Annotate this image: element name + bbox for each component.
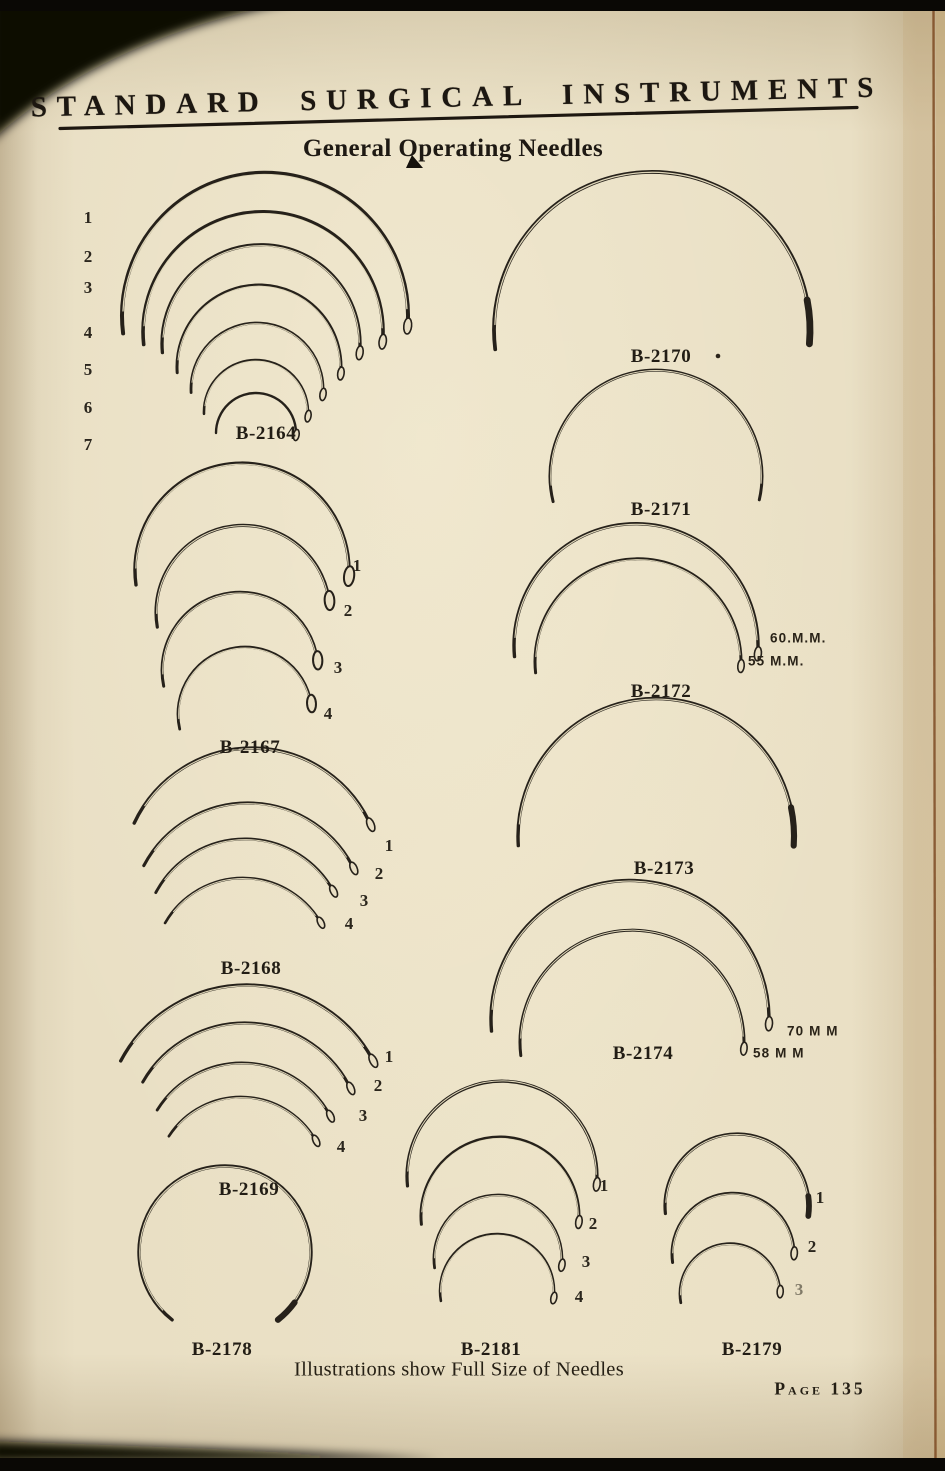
needle-B-2167 — [178, 647, 316, 729]
group-code-b2168: B-2168 — [220, 958, 282, 979]
item-number: 6 — [83, 398, 93, 417]
item-number: 4 — [83, 323, 93, 342]
needle-eye — [791, 1247, 798, 1260]
needle-eye — [765, 1016, 773, 1031]
needle-B-2169 — [121, 985, 380, 1069]
item-number: 2 — [807, 1237, 817, 1256]
needle-eye — [355, 345, 364, 360]
needle-eye — [307, 694, 317, 712]
item-number: 2 — [588, 1214, 598, 1233]
needle-B-2172 — [514, 524, 762, 662]
needle-B-2168 — [156, 839, 339, 898]
group-code-b2170: B-2170 — [630, 346, 692, 367]
needle-eye — [550, 1292, 558, 1305]
needle-B-2168 — [134, 748, 376, 833]
needle-eye — [319, 388, 327, 401]
needle-eye — [558, 1259, 566, 1272]
item-number: 4 — [574, 1287, 584, 1306]
size-annotation: 60.M.M. — [770, 630, 827, 646]
needle-eye — [737, 659, 745, 673]
needle-eye — [365, 817, 377, 833]
needle-eye — [348, 861, 359, 876]
needle-B-2174 — [520, 930, 748, 1055]
group-code-b2173: B-2173 — [633, 858, 695, 879]
item-number: 3 — [358, 1106, 368, 1125]
item-number: 1 — [384, 1047, 394, 1066]
item-number: 3 — [83, 278, 93, 297]
item-number: 2 — [374, 864, 384, 883]
size-annotation: 70 M M — [787, 1023, 839, 1039]
needle-B-2169 — [169, 1097, 322, 1148]
needle-B-2181 — [440, 1234, 558, 1304]
needle-eye — [315, 916, 326, 929]
ink-dot — [716, 354, 721, 359]
top-edge-bar — [0, 0, 945, 11]
needle-eye — [740, 1042, 748, 1056]
needle-B-2164 — [162, 245, 364, 360]
item-number: 4 — [344, 914, 354, 933]
item-number: 4 — [336, 1137, 346, 1156]
needle-B-2174 — [491, 880, 773, 1031]
item-number: 1 — [384, 836, 394, 855]
needle-eye — [403, 318, 412, 335]
group-code-b2178: B-2178 — [191, 1339, 253, 1360]
needle-eye — [325, 1109, 336, 1123]
group-code-b2181: B-2181 — [460, 1339, 522, 1360]
needle-eye — [367, 1053, 379, 1069]
item-number: 2 — [343, 601, 353, 620]
needle-B-2169 — [157, 1063, 336, 1123]
size-annotation: 58 M M — [753, 1045, 805, 1061]
needle-eye — [313, 651, 323, 670]
needle-B-2167 — [156, 525, 335, 627]
needle-B-2172 — [535, 559, 745, 673]
needle-eye — [378, 334, 387, 350]
needle-eye — [328, 884, 339, 898]
footer-note: Illustrations show Full Size of Needles — [294, 1358, 624, 1381]
size-annotation: 55 M.M. — [748, 653, 805, 669]
needle-eye — [345, 1081, 356, 1096]
group-code-b2171: B-2171 — [630, 499, 692, 520]
needle-B-2179 — [672, 1193, 798, 1262]
needle-eye — [337, 367, 345, 381]
needle-B-2169 — [143, 1023, 357, 1096]
needle-B-2171 — [550, 370, 762, 502]
needle-B-2164 — [122, 173, 412, 335]
group-code-b2172: B-2172 — [630, 681, 692, 702]
section-title: General Operating Needles — [302, 135, 604, 162]
needle-B-2179 — [665, 1134, 809, 1216]
item-number: 1 — [83, 208, 93, 227]
item-number: 7 — [83, 435, 93, 454]
needle-eye — [575, 1215, 583, 1229]
needle-B-2170 — [494, 172, 810, 349]
item-number: 1 — [599, 1176, 609, 1195]
needle-B-2164 — [143, 212, 387, 350]
group-code-b2169: B-2169 — [218, 1179, 280, 1200]
bottom-edge-bar — [0, 1458, 945, 1471]
group-code-b2167: B-2167 — [219, 737, 281, 758]
needle-eye — [324, 591, 335, 611]
needle-eye — [304, 410, 312, 423]
item-number: 3 — [333, 658, 343, 677]
needle-B-2179 — [680, 1244, 784, 1303]
item-number: 3 — [581, 1252, 591, 1271]
needle-B-2164 — [191, 323, 327, 401]
item-number: 1 — [352, 556, 362, 575]
needle-eye — [311, 1134, 322, 1147]
needle-eye — [777, 1285, 784, 1298]
needle-B-2181 — [421, 1137, 583, 1229]
page-number: Page 135 — [774, 1378, 866, 1399]
group-code-b2179: B-2179 — [721, 1339, 783, 1360]
needle-B-2173 — [518, 699, 794, 846]
page-title: STANDARD SURGICAL INSTRUMENTS — [30, 71, 884, 124]
group-code-b2174: B-2174 — [612, 1043, 674, 1064]
item-number: 4 — [323, 704, 333, 723]
paper-edge-right-outer — [936, 0, 945, 1471]
item-number: 2 — [373, 1076, 383, 1095]
item-number: 3 — [794, 1280, 804, 1299]
item-number: 2 — [83, 247, 93, 266]
item-number: 1 — [815, 1188, 825, 1207]
item-number: 5 — [83, 360, 93, 379]
item-number: 3 — [359, 891, 369, 910]
group-code-b2164: B-2164 — [235, 423, 297, 444]
needle-B-2168 — [165, 878, 326, 929]
